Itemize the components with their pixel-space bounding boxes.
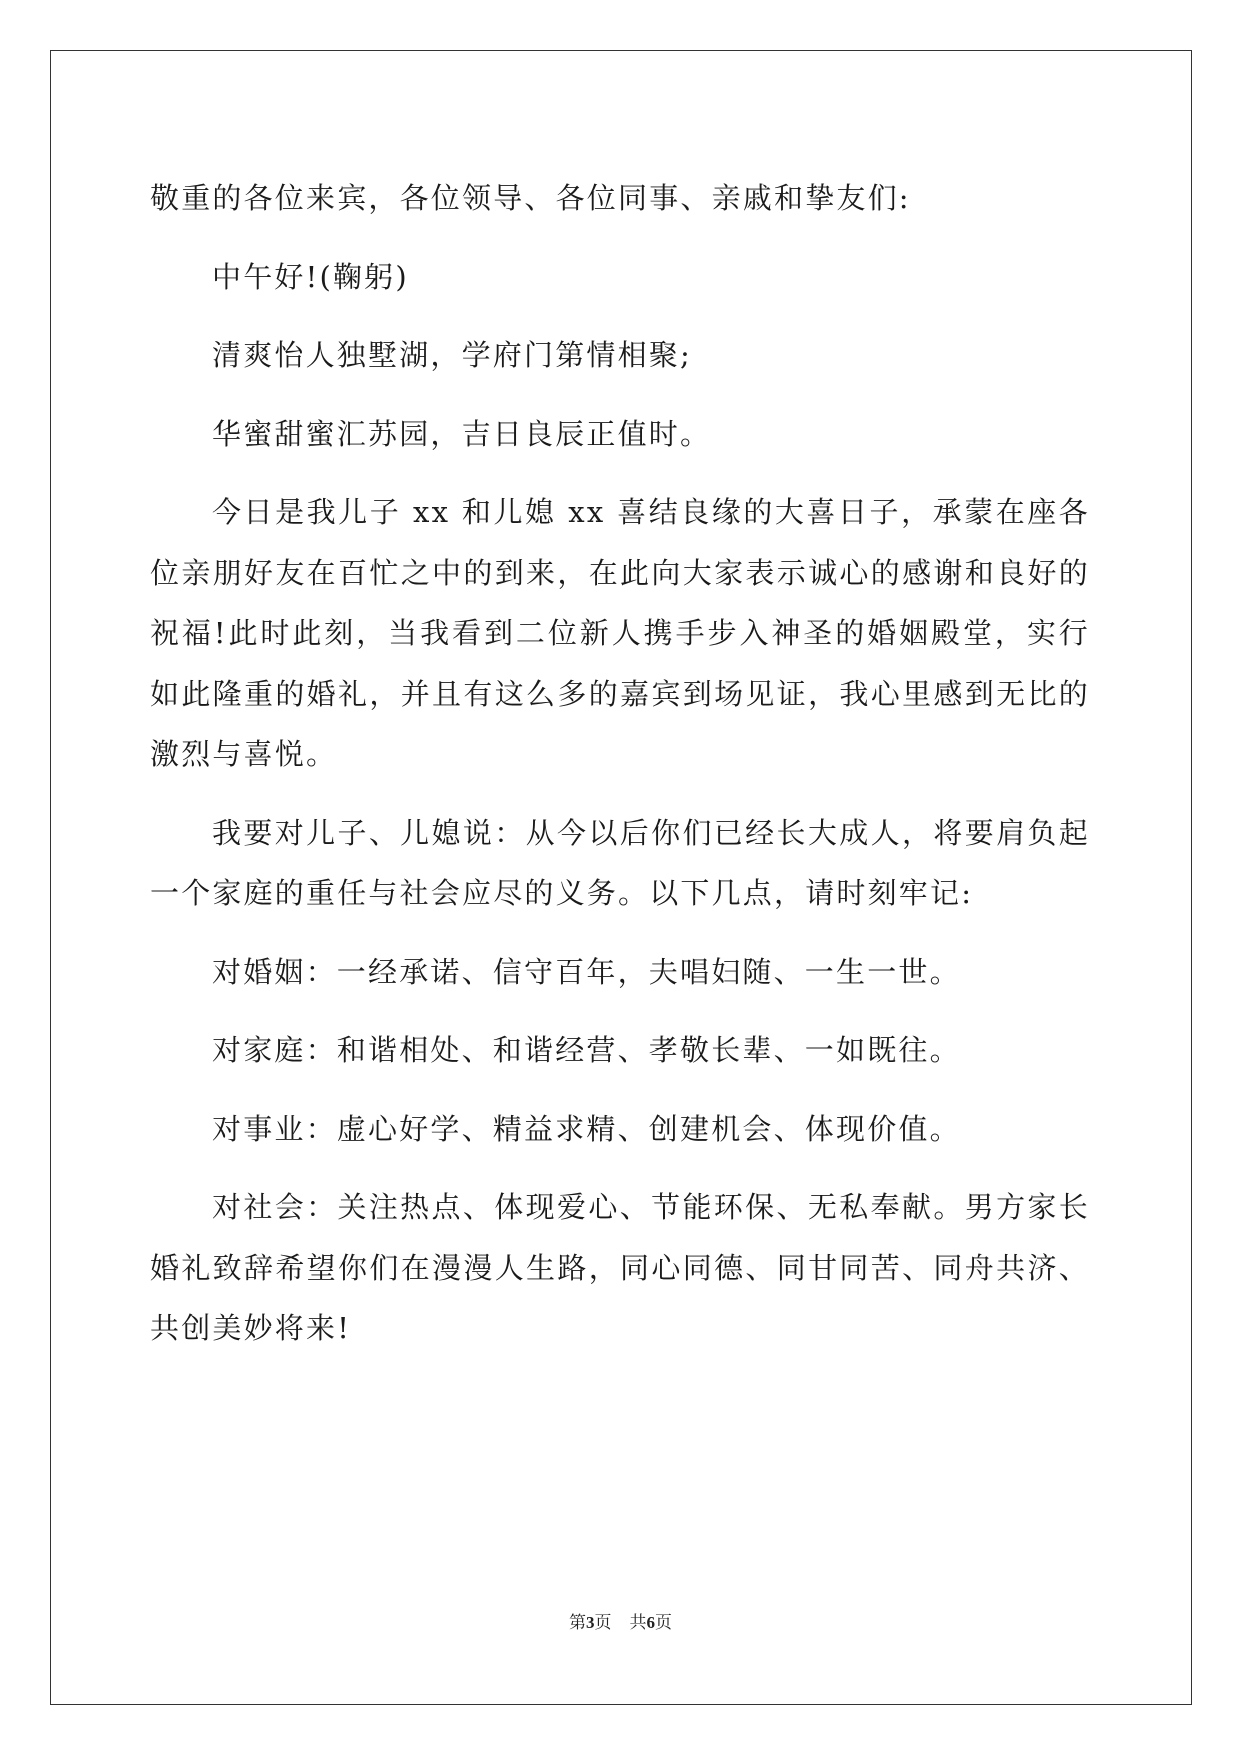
paragraph-couplet-line-2: 华蜜甜蜜汇苏园，吉日良辰正值时。 [212,416,712,451]
paragraph-couplet-line-1: 清爽怡人独墅湖，学府门第情相聚; [212,338,692,372]
page-footer [0,1608,1241,1633]
current-page-number: 3 [586,1613,595,1632]
total-page-number: 6 [646,1613,655,1632]
paragraph-greeting: 中午好!(鞠躬) [212,259,409,294]
paragraph-introduction: 今日是我儿子 xx 和儿媳 xx 喜结良缘的大喜日子，承蒙在座各位亲朋好友在百忙之中的到来，在此向大家表示诚心的感谢和良好的祝福!此时此刻，当我看到二位新人携手步入神圣的婚姻殿堂，实行如此隆重的婚礼，并且有这么多的嘉宾到场见证，我心里感到无比的激烈与喜悦。 [150,495,1090,771]
paragraph-advice-family: 对家庭：和谐相处、和谐经营、孝敬长辈、一如既往。 [212,1033,961,1067]
paragraph-advice-intro: 我要对儿子、儿媳说：从今以后你们已经长大成人，将要肩负起一个家庭的重任与社会应尽的义务。以下几点，请时刻牢记: [150,815,1090,910]
paragraph-advice-career: 对事业：虚心好学、精益求精、创建机会、体现价值。 [212,1111,961,1146]
paragraph-salutation: 敬重的各位来宾，各位领导、各位同事、亲戚和挚友们: [150,181,911,215]
paragraph-advice-marriage: 对婚姻：一经承诺、信守百年，夫唱妇随、一生一世。 [212,954,961,989]
page-total-label: 共6页 [629,1613,672,1633]
document-body [150,168,1090,1359]
page-number-label: 第3页 [569,1613,612,1633]
paragraph-advice-society: 对社会：关注热点、体现爱心、节能环保、无私奉献。男方家长婚礼致辞希望你们在漫漫人生路，同心同德、同甘同苦、同舟共济、共创美妙将来! [150,1190,1090,1345]
